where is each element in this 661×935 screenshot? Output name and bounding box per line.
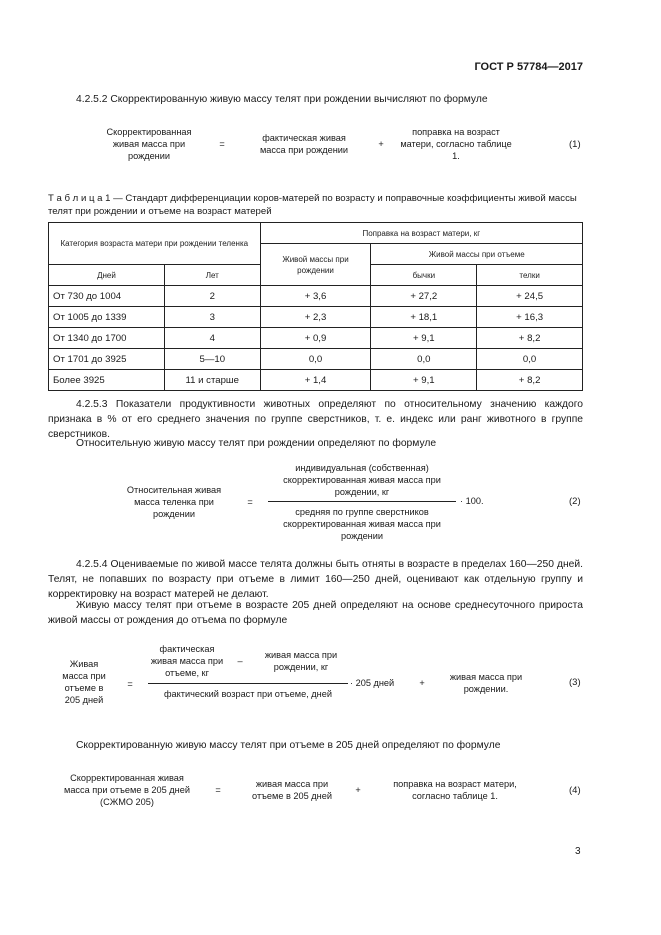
formula-2-fraction-line — [268, 501, 456, 502]
formula-4-left: Скорректированная живая масса при отъеме в 205 дней (СЖМО 205) — [64, 773, 190, 807]
table-header-bulls: бычки — [371, 265, 477, 286]
table-caption: Т а б л и ц а 1 — Стандарт дифференциации коров-матерей по возрасту и поправочные коэффициенты живой массы телят при рождении и отъеме на возраст матерей — [48, 193, 577, 217]
cell-days: От 1340 до 1700 — [49, 328, 165, 349]
cell-bulls: + 9,1 — [371, 370, 477, 391]
formula-4-number: (4) — [569, 785, 581, 796]
formula-3-numerator-a: фактическая живая масса при отъеме, кг — [150, 644, 224, 678]
table-row — [49, 286, 583, 307]
cell-bulls: + 18,1 — [371, 307, 477, 328]
page-number: 3 — [575, 846, 581, 857]
cell-days: От 1701 до 3925 — [49, 349, 165, 370]
formula-2-denominator: средняя по группе сверстников скорректированная живая масса при рождении — [283, 507, 441, 541]
table-header-years: Лет — [164, 265, 260, 286]
table-row — [49, 307, 583, 328]
cell-heifers: 0,0 — [477, 349, 583, 370]
document-header: ГОСТ Р 57784—2017 — [474, 61, 583, 73]
cell-birth: + 3,6 — [260, 286, 371, 307]
cell-birth: + 1,4 — [260, 370, 371, 391]
cell-years: 4 — [164, 328, 260, 349]
table-1 — [48, 222, 583, 391]
table-header-heifers: телки — [477, 265, 583, 286]
table-header-category: Категория возраста матери при рождении теленка — [49, 223, 261, 265]
formula-3-right: живая масса при рождении. — [449, 672, 523, 694]
formula-1-plus: + — [378, 139, 384, 149]
table-row — [49, 349, 583, 370]
formula-1-left: Скорректированная живая масса при рождении — [106, 127, 192, 161]
formula-3-fraction-line — [148, 683, 348, 684]
formula-1-equals: = — [219, 139, 225, 149]
paragraph-4-2-5-4: 4.2.5.4 Оцениваемые по живой массе телята должны быть отняты в возрасте в пределах 160—250 дней. Телят, не попавших по возрасту при отъеме в лимит 160—250 дней, оценивают как отдельную группу и корректировку на возраст матерей не делают. — [48, 559, 583, 600]
paragraph-4-2-5-3: 4.2.5.3 Показатели продуктивности животных определяют по относительному значению каждого признака в % от его среднего значения по группе сверстников, т. е. индекс или ранг животного в группе сверстников. — [48, 399, 583, 440]
formula-2-left: Относительная живая масса теленка при рождении — [126, 485, 222, 519]
formula-4-right: поправка на возраст матери, согласно таблице 1. — [393, 779, 517, 801]
formula-4-mid: живая масса при отъеме в 205 дней — [252, 779, 332, 801]
table-row — [49, 328, 583, 349]
cell-birth: + 2,3 — [260, 307, 371, 328]
cell-years: 3 — [164, 307, 260, 328]
cell-bulls: 0,0 — [371, 349, 477, 370]
cell-years: 5—10 — [164, 349, 260, 370]
cell-bulls: + 9,1 — [371, 328, 477, 349]
paragraph-weaning-mass: Живую массу телят при отъеме в возрасте 205 дней определяют на основе среднесуточного прироста живой массы от рождения до отъема по формуле — [48, 600, 583, 626]
cell-years: 11 и старше — [164, 370, 260, 391]
cell-heifers: + 24,5 — [477, 286, 583, 307]
formula-2-equals: = — [247, 497, 253, 507]
formula-3-number: (3) — [569, 677, 581, 688]
table-header-correction: Поправка на возраст матери, кг — [260, 223, 582, 244]
formula-1-mid: фактическая живая масса при рождении — [259, 133, 349, 155]
cell-years: 2 — [164, 286, 260, 307]
paragraph-4-2-5-2: 4.2.5.2 Скорректированную живую массу телят при рождении вычисляют по формуле — [76, 94, 488, 105]
table-row — [49, 370, 583, 391]
formula-3-minus: – — [237, 656, 243, 666]
cell-days: От 730 до 1004 — [49, 286, 165, 307]
cell-heifers: + 8,2 — [477, 370, 583, 391]
cell-birth: + 0,9 — [260, 328, 371, 349]
cell-bulls: + 27,2 — [371, 286, 477, 307]
cell-days: От 1005 до 1339 — [49, 307, 165, 328]
table-header-weaning: Живой массы при отъеме — [371, 244, 583, 265]
formula-3-plus: + — [419, 678, 425, 688]
formula-3-left: Живая масса при отъеме в 205 дней — [62, 659, 106, 705]
formula-3-numerator-b: живая масса при рождении, кг — [264, 650, 338, 672]
formula-2-numerator: индивидуальная (собственная) скорректированная живая масса при рождении, кг — [283, 463, 441, 497]
formula-2-tail: · 100. — [460, 496, 484, 506]
formula-1-number: (1) — [569, 139, 581, 150]
formula-3-equals: = — [127, 679, 133, 689]
cell-heifers: + 16,3 — [477, 307, 583, 328]
formula-2-number: (2) — [569, 496, 581, 507]
formula-4-equals: = — [215, 785, 221, 795]
formula-3-denominator: фактический возраст при отъеме, дней — [164, 689, 332, 699]
cell-heifers: + 8,2 — [477, 328, 583, 349]
formula-3-multiplier: · 205 дней — [350, 678, 395, 688]
formula-1-right: поправка на возраст матери, согласно таблице 1. — [400, 127, 512, 161]
cell-birth: 0,0 — [260, 349, 371, 370]
paragraph-relative-mass: Относительную живую массу телят при рождении определяют по формуле — [76, 438, 437, 449]
cell-days: Более 3925 — [49, 370, 165, 391]
table-header-birth: Живой массы при рождении — [260, 244, 371, 286]
table-header-days: Дней — [49, 265, 165, 286]
paragraph-corrected-weaning: Скорректированную живую массу телят при отъеме в 205 дней определяют по формуле — [76, 740, 501, 751]
formula-4-plus: + — [355, 785, 361, 795]
